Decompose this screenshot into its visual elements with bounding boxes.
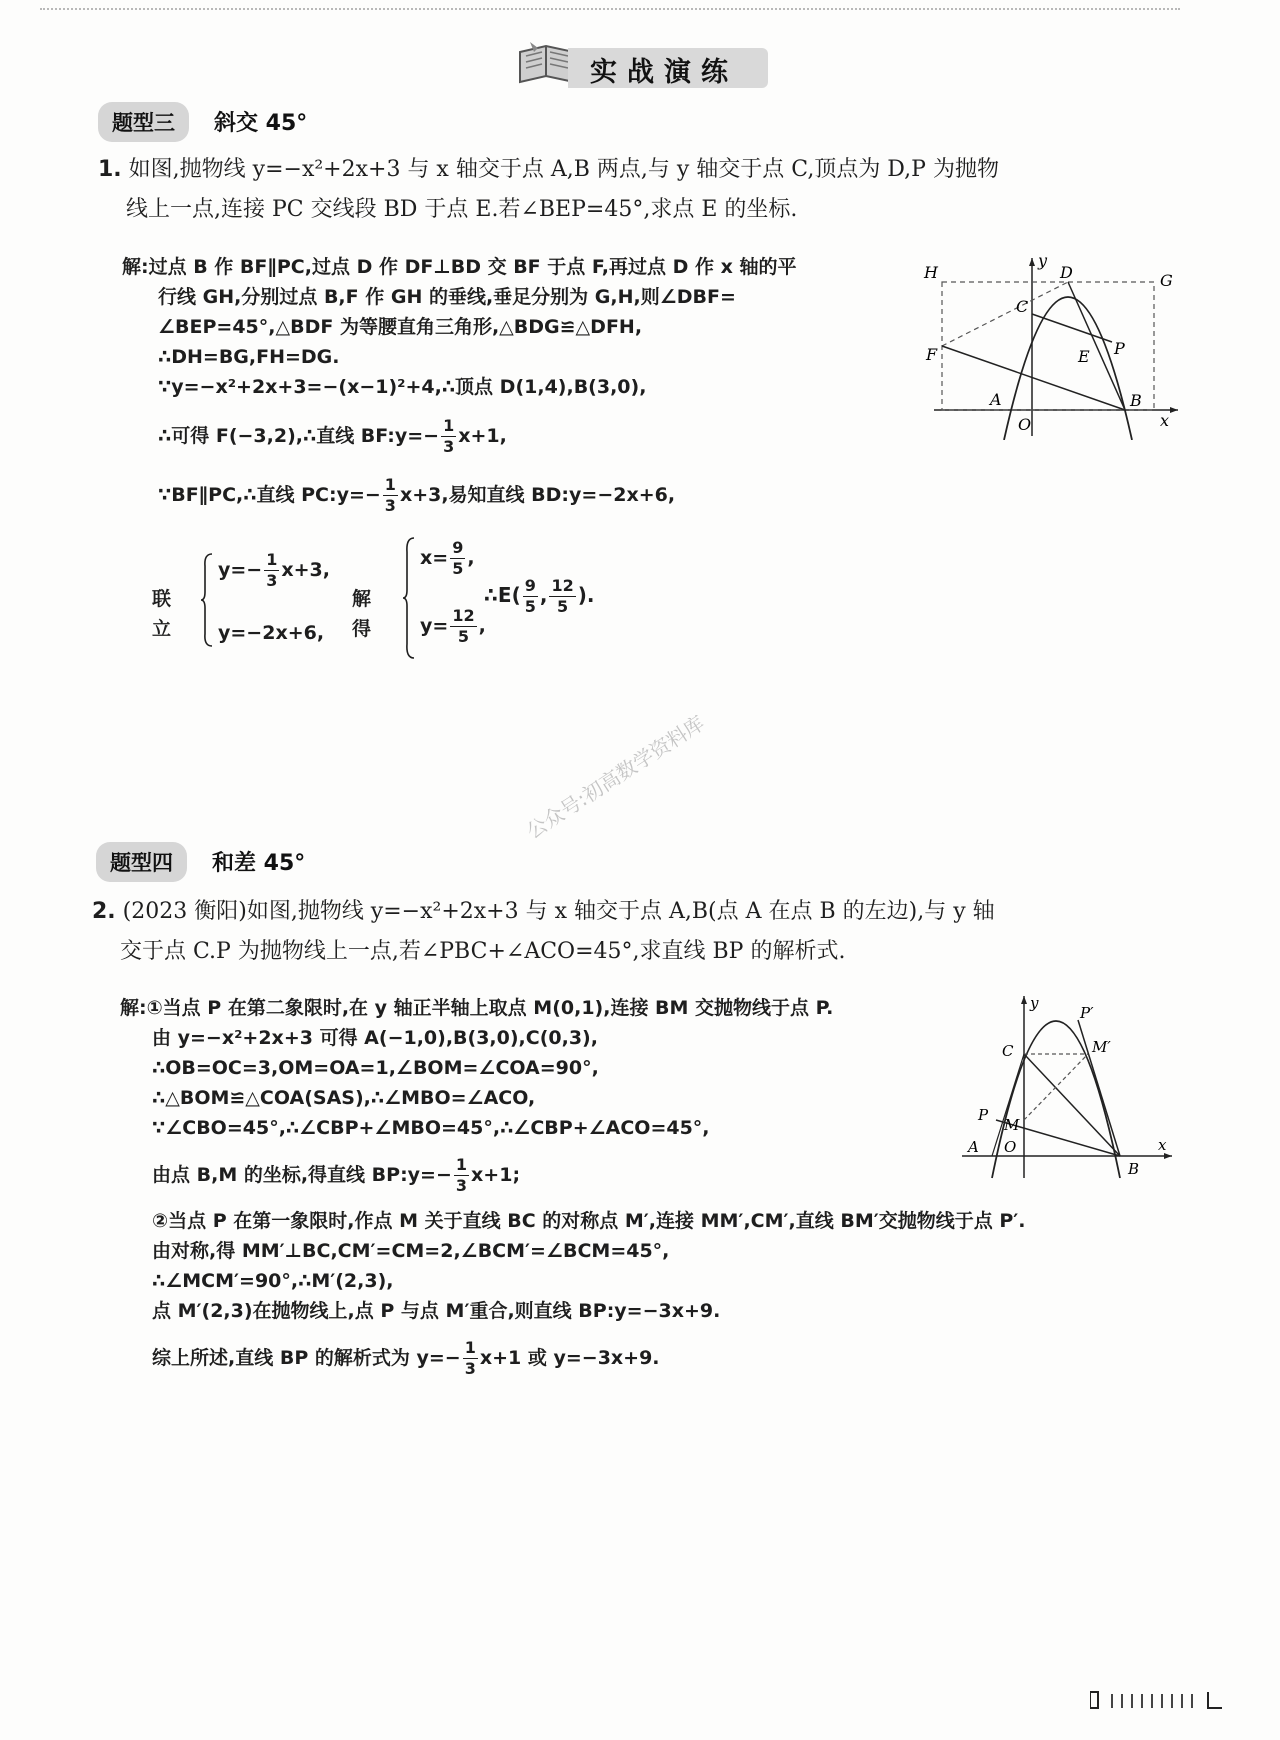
solution-1 [122,252,902,516]
top-dotted-border [40,8,1180,10]
solution-1-line-4: ∴DH=BG,FH=DG. [158,346,340,368]
solution-1-line-6-b: x+1, [458,425,507,447]
solution-2-line-2: 由 y=−x²+2x+3 可得 A(−1,0),B(3,0),C(0,3), [152,1027,598,1049]
solution-2-line-1: 解:①当点 P 在第二象限时,在 y 轴正半轴上取点 M(0,1),连接 BM 交抛物线于点 P. [120,997,834,1019]
solution-2-line-8: 由对称,得 MM′⊥BC,CM′=CM=2,∠BCM′=∠BCM=45°, [152,1240,670,1262]
label-b: B [1128,1160,1140,1178]
solution-2-line-11 [120,1338,1190,1379]
fraction-one-third [463,1338,478,1379]
solution-2-line-4: ∴△BOM≌△COA(SAS),∴∠MBO=∠ACO, [152,1087,536,1109]
label-c: C [1002,1042,1014,1060]
solution-y-label: y= [420,615,449,637]
label-p: P [978,1106,989,1124]
system-eq-2: y=−2x+6, [218,622,325,644]
fraction-nine-fifths [523,576,538,617]
fraction-numerator: 12 [452,606,475,625]
fraction-numerator: 12 [551,576,574,595]
page-edge-marks [1090,1690,1230,1710]
solution-2-line-11-a: 综上所述,直线 BP 的解析式为 y=− [152,1347,461,1369]
fraction-one-third [264,550,279,591]
fraction-numerator: 1 [266,550,278,569]
label-m-prime: M′ [1092,1038,1111,1056]
page-header [510,30,770,92]
question-2-line-2: 交于点 C.P 为抛物线上一点,若∠PBC+∠ACO=45°,求直线 BP 的解析式. [120,939,846,964]
label-f: F [926,345,938,364]
solution-1-line-5: ∵y=−x²+2x+3=−(x−1)²+4,∴顶点 D(1,4),B(3,0), [158,376,647,398]
system-eq-1-a: y=− [218,559,263,581]
solution-1-line-7-b: x+3,易知直线 BD:y=−2x+6, [399,484,676,506]
system-eq-1-b: x+3, [281,559,330,581]
solution-1-line-7 [122,475,902,516]
solve-label: 解得 [352,588,372,640]
label-p: P [1114,339,1125,358]
solution-2-line-3: ∴OB=OC=3,OM=OA=1,∠BOM=∠COA=90°, [152,1057,599,1079]
section-title-3: 斜交 45° [214,111,308,136]
fraction-numerator: 9 [452,538,464,557]
left-brace-icon [402,536,416,660]
label-h: H [924,263,938,282]
fraction-numerator: 1 [455,1155,468,1174]
fraction-denominator: 5 [524,597,536,616]
question-1-line-2: 线上一点,连接 PC 交线段 BD 于点 E.若∠BEP=45°,求点 E 的坐标. [126,197,798,222]
watermark: 公众号:初高数学资料库 [522,710,709,844]
fraction-numerator: 1 [384,475,396,494]
fraction-denominator: 5 [457,627,470,646]
label-y: y [1030,994,1039,1012]
fraction-twelve-fifths [450,606,476,647]
label-x: x [1160,411,1170,430]
fraction-nine-fifths [450,538,465,579]
solution-2-line-6-a: 由点 B,M 的坐标,得直线 BP:y=− [152,1164,452,1186]
solution-1-line-3: ∠BEP=45°,△BDF 为等腰直角三角形,△BDG≌△DFH, [158,316,643,338]
system-label: 联立 [152,588,172,640]
label-o: O [1018,415,1032,434]
solution-1-line-7-a: ∵BF∥PC,∴直线 PC:y=− [158,484,381,506]
label-a: A [990,390,1002,409]
question-2-line-1: (2023 衡阳)如图,抛物线 y=−x²+2x+3 与 x 轴交于点 A,B(点 A 在点 B 的左边),与 y 轴 [122,899,995,924]
label-a: A [968,1138,979,1156]
question-number: 1. [98,157,122,182]
section-badge-4: 题型四 [96,842,187,882]
dashed-line-fd [942,282,1068,346]
solution-2-line-11-b: x+1 或 y=−3x+9. [479,1347,660,1369]
conclusion-1-sep: , [539,583,548,607]
section-title-4: 和差 45° [212,851,306,876]
x-axis-arrow-icon [1170,407,1178,413]
solution-2-line-5: ∵∠CBO=45°,∴∠CBP+∠MBO=45°,∴∠CBP+∠ACO=45°, [152,1117,710,1139]
fraction-one-third [441,416,456,457]
fraction-one-third [454,1155,469,1196]
fraction-denominator: 3 [266,571,278,590]
solution-x-label: x= [420,547,449,569]
question-2 [92,892,1182,972]
line-bf [942,346,1125,410]
fraction-numerator: 9 [524,576,536,595]
fraction-numerator: 1 [464,1338,476,1357]
label-c: C [1016,297,1029,316]
solution-1-line-6 [122,416,902,457]
label-x: x [1158,1136,1167,1154]
fraction-denominator: 3 [384,496,396,515]
figure-1-parabola-diagram [920,250,1190,440]
fraction-numerator: 1 [443,416,455,435]
label-b: B [1130,391,1142,410]
solution-2-line-9: ∴∠MCM′=90°,∴M′(2,3), [152,1270,394,1292]
fraction-one-third [383,475,398,516]
fraction-denominator: 3 [464,1359,476,1378]
y-axis-arrow-icon [1021,996,1027,1004]
solution-x: x= $\frac{9}{5}$ , [420,538,475,578]
page-title: 实战演练 [590,57,738,88]
question-1-line-1: 如图,抛物线 y=−x²+2x+3 与 x 轴交于点 A,B 两点,与 y 轴交于点 C,顶点为 D,P 为抛物 [128,157,999,182]
label-y: y [1038,251,1048,270]
section-badge-3: 题型三 [98,102,189,142]
label-d: D [1060,263,1073,282]
solution-2-line-6-b: x+1; [471,1164,521,1186]
conclusion-1-a: ∴E( [484,583,521,607]
label-m: M [1004,1116,1020,1134]
label-o: O [1004,1138,1017,1156]
fraction-denominator: 5 [452,559,464,578]
figure-2-parabola-diagram [958,990,1178,1180]
solution-1-line-1: 解:过点 B 作 BF∥PC,过点 D 作 DF⊥BD 交 BF 于点 F,再过点 D 作 x 轴的平 [122,256,797,278]
solution-2-line-10: 点 M′(2,3)在抛物线上,点 P 与点 M′重合,则直线 BP:y=−3x+9. [152,1300,721,1322]
fraction-denominator: 3 [455,1176,468,1195]
solution-y: y= $\frac{12}{5}$ , [420,606,486,646]
fraction-denominator: 5 [557,597,569,616]
solution-1-line-6-a: ∴可得 F(−3,2),∴直线 BF:y=− [158,425,440,447]
conclusion-1 [484,576,594,617]
fraction-twelve-fifths [549,576,575,617]
conclusion-1-b: ). [577,583,595,607]
label-p-prime: P′ [1080,1004,1094,1022]
fraction-denominator: 3 [443,437,455,456]
solution-2-line-7: ②当点 P 在第一象限时,作点 M 关于直线 BC 的对称点 M′,连接 MM′,CM′,直线 BM′交抛物线于点 P′. [152,1210,1026,1232]
system-eq-1 [218,550,330,591]
line-pc [1032,314,1112,342]
solution-1-line-2: 行线 GH,分别过点 B,F 作 GH 的垂线,垂足分别为 G,H,则∠DBF= [158,286,736,308]
y-axis-arrow-icon [1029,258,1035,266]
label-e: E [1078,347,1090,366]
question-number: 2. [92,899,116,924]
left-brace-icon [200,552,214,648]
question-1 [98,150,1178,230]
line-bc [1024,1054,1120,1156]
label-g: G [1160,271,1173,290]
